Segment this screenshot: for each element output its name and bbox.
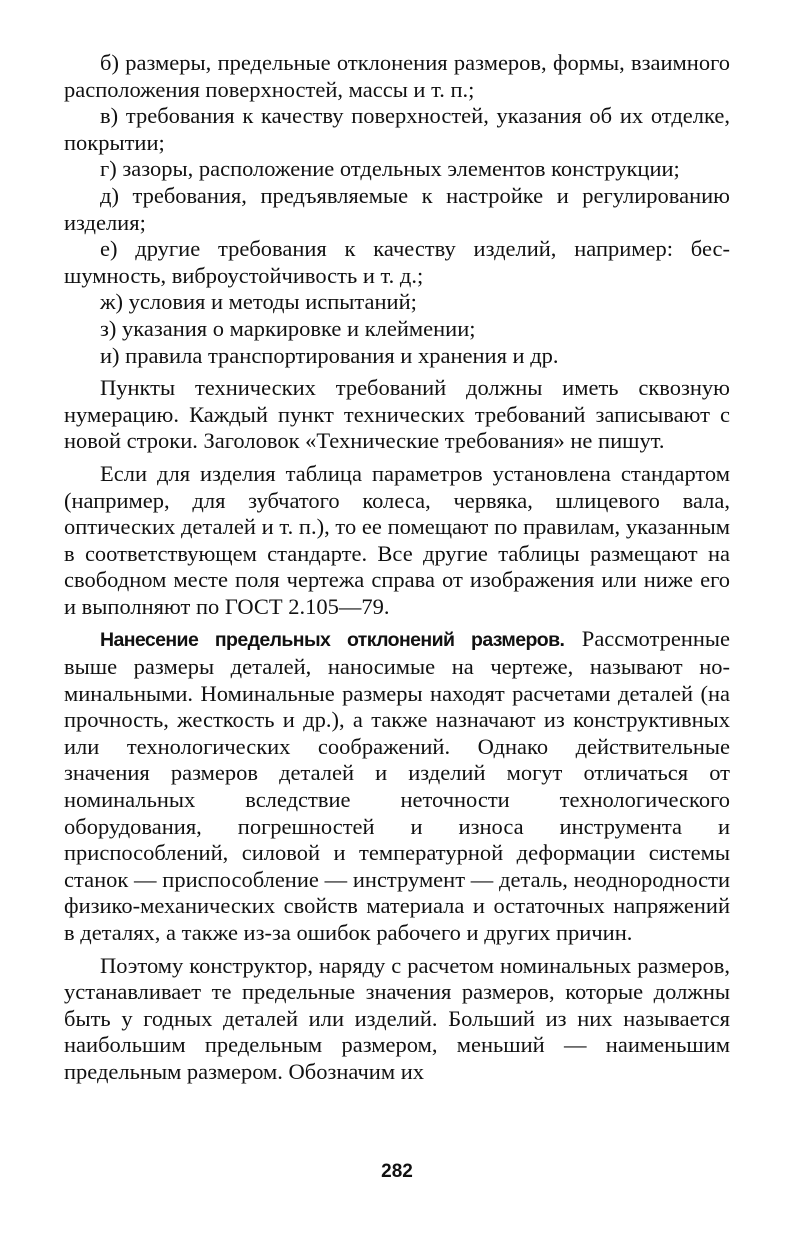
paragraph-tolerances-text: Рассмотренные выше размеры деталей, наносимые на чертеже, называют номинальными. Номинальные размеры находят расчетами деталей (на прочность, жесткость и др.), а также назначают из конструктивных или технологических соображений. Однако действительные значения размеров деталей и изделий могут отличаться от номинальных вследствие неточности технологического оборудования, погрешностей и износа инструмента и приспособлений, силовой и температурной деформации системы станок — приспособление — инструмент — деталь, неоднородности физико-механических свойств материала и остаточных напряжений в деталях, а также из-за ошибок рабочего и других причин. bbox=[64, 626, 731, 945]
page-body bbox=[64, 50, 730, 1086]
paragraph-tolerances bbox=[64, 626, 730, 946]
list-item-v: в) требования к качеству поверхностей, указания об их отделке, покрытии; bbox=[64, 103, 730, 155]
paragraph-tables: Если для изделия таблица параметров установлена стандартом (например, для зубчатого колеса, червяка, шлицевого вала, оптических деталей и т. п.), то ее помещают по правилам, указанным в соответствующем стандарте. Все другие таблицы размещают на свободном месте поля чертежа справа от изображения или ниже его и выполняют по ГОСТ 2.105—79. bbox=[64, 460, 730, 619]
run-in-heading: Нанесение предельных отклонений размеров. bbox=[100, 629, 565, 652]
list-item-zh: ж) условия и методы испытаний; bbox=[100, 289, 417, 315]
list-item-z: з) указания о маркировке и клеймении; bbox=[100, 315, 476, 341]
paragraph-limits: Поэтому конструктор, наряду с расчетом номинальных размеров, устанавливает те предельные значения размеров, которые должны быть у годных деталей или изделий. Больший из них называется наибольшим предельным размером, меньший — наименьшим предельным размером. Обозначим их bbox=[64, 952, 730, 1084]
list-item-b: б) размеры, предельные отклонения размеров, формы, взаимного расположения поверхностей, массы и т. п.; bbox=[64, 50, 730, 102]
list-item-e: е) другие требования к качеству изделий, например: бесшумность, виброустойчивость и т. д.; bbox=[64, 236, 730, 288]
list-item-g: г) зазоры, расположение отдельных элементов конструкции; bbox=[100, 156, 680, 182]
paragraph-numbering: Пункты технических требований должны иметь сквозную нумерацию. Каждый пункт технических требований записывают с новой строки. Заголовок «Технические требования» не пишут. bbox=[64, 375, 730, 454]
page-number: 282 bbox=[381, 1161, 413, 1182]
list-item-i: и) правила транспортирования и хранения и др. bbox=[100, 342, 559, 368]
list-item-d: д) требования, предъявляемые к настройке и регулированию изделия; bbox=[64, 182, 730, 235]
